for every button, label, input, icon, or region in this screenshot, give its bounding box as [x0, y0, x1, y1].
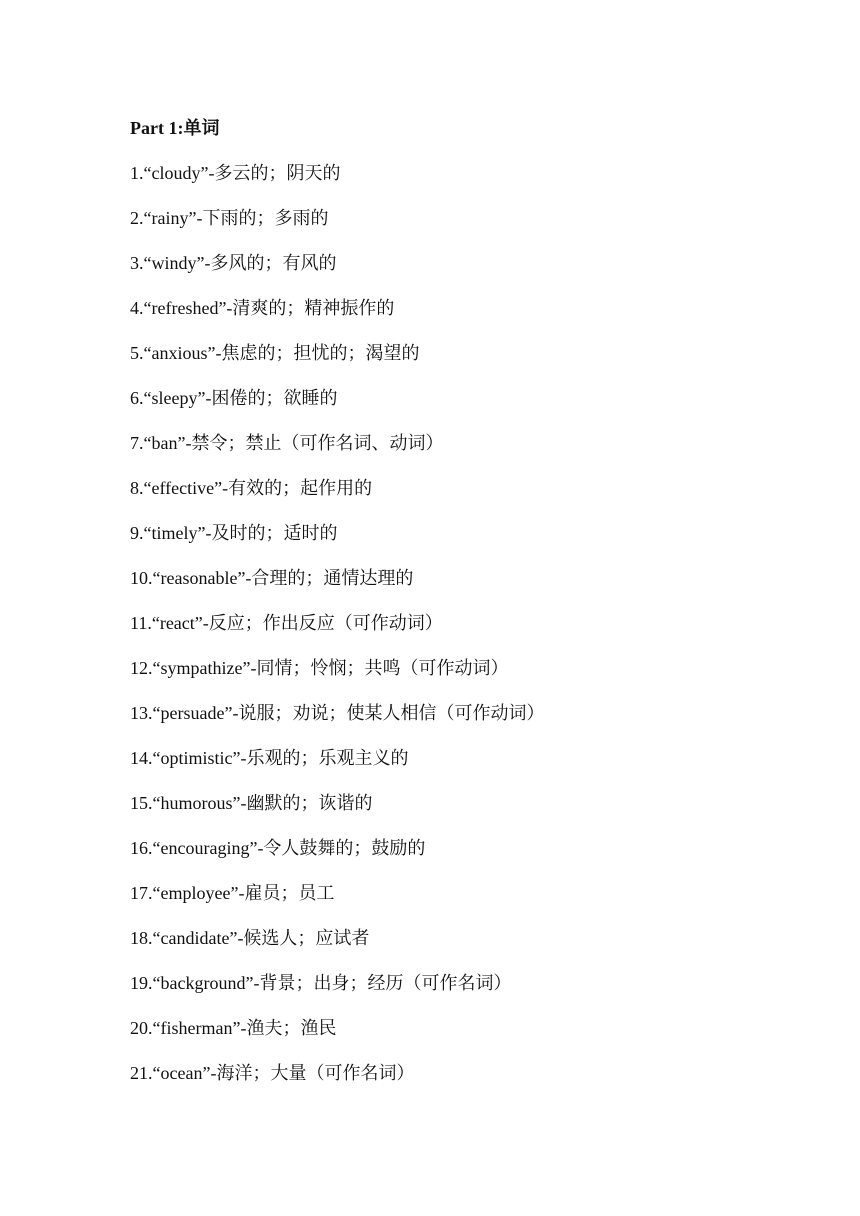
vocab-entry-10: 10.“reasonable”-合理的；通情达理的 [130, 568, 414, 588]
vocab-entry-14: 14.“optimistic”-乐观的；乐观主义的 [130, 748, 409, 768]
vocab-entry-5: 5.“anxious”-焦虑的；担忧的；渴望的 [130, 343, 420, 363]
vocab-entry-8: 8.“effective”-有效的；起作用的 [130, 478, 373, 498]
vocabulary-list [130, 114, 810, 1104]
vocab-entry-16: 16.“encouraging”-令人鼓舞的；鼓励的 [130, 838, 426, 858]
vocab-entry-12: 12.“sympathize”-同情；怜悯；共鸣（可作动词） [130, 658, 509, 678]
vocab-entry-21: 21.“ocean”-海洋；大量（可作名词） [130, 1063, 415, 1083]
vocab-entry-17: 17.“employee”-雇员；员工 [130, 883, 335, 903]
vocab-entry-2: 2.“rainy”-下雨的；多雨的 [130, 208, 329, 228]
vocab-entry-18: 18.“candidate”-候选人；应试者 [130, 928, 370, 948]
vocab-entry-11: 11.“react”-反应；作出反应（可作动词） [130, 613, 443, 633]
vocab-entry-1: 1.“cloudy”-多云的；阴天的 [130, 163, 341, 183]
vocab-entry-20: 20.“fisherman”-渔夫；渔民 [130, 1018, 337, 1038]
vocab-entry-15: 15.“humorous”-幽默的；诙谐的 [130, 793, 373, 813]
vocab-entry-4: 4.“refreshed”-清爽的；精神振作的 [130, 298, 395, 318]
section-heading: Part 1:单词 [130, 118, 220, 138]
vocab-entry-9: 9.“timely”-及时的；适时的 [130, 523, 338, 543]
vocab-entry-7: 7.“ban”-禁令；禁止（可作名词、动词） [130, 433, 444, 453]
vocab-entry-13: 13.“persuade”-说服；劝说；使某人相信（可作动词） [130, 703, 545, 723]
vocab-entry-6: 6.“sleepy”-困倦的；欲睡的 [130, 388, 338, 408]
vocab-entry-3: 3.“windy”-多风的；有风的 [130, 253, 337, 273]
vocab-entry-19: 19.“background”-背景；出身；经历（可作名词） [130, 973, 512, 993]
